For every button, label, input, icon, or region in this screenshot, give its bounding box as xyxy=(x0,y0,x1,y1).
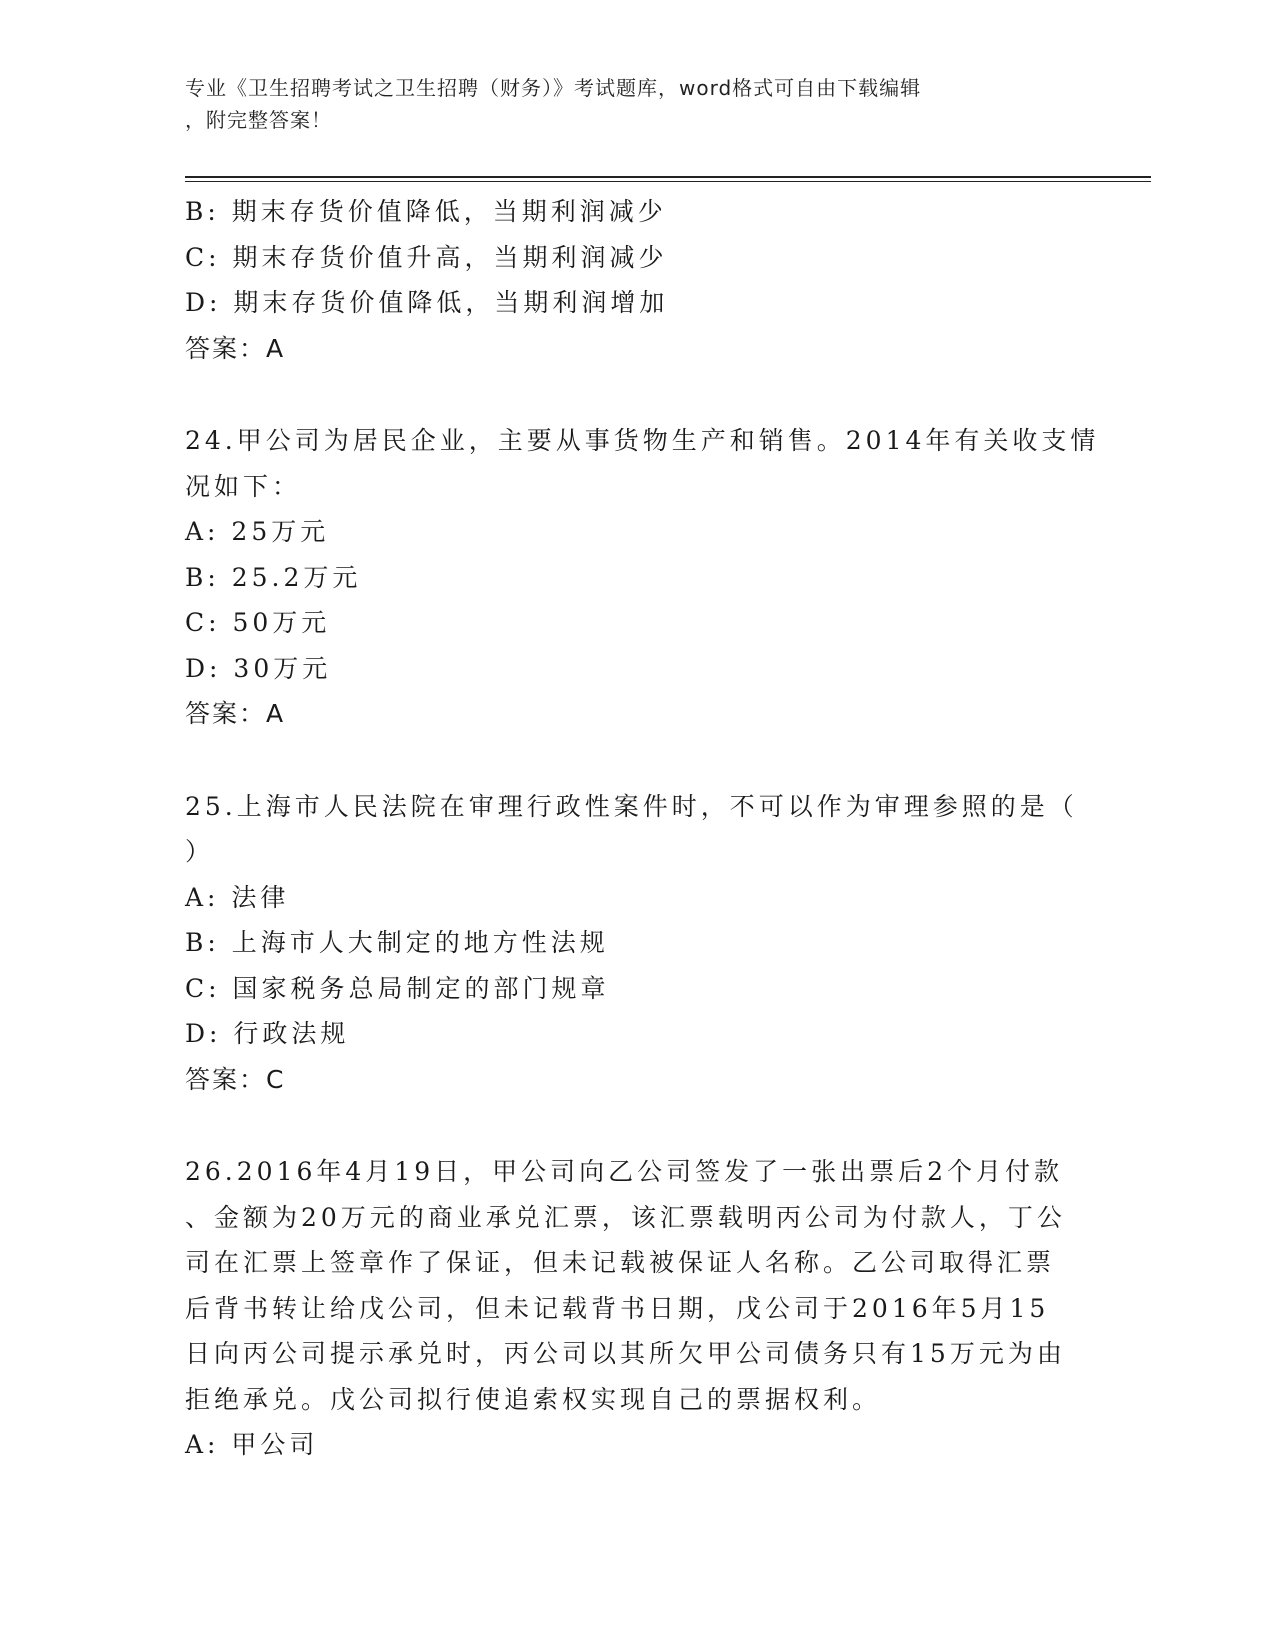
option-d: D: 行政法规 xyxy=(185,1019,350,1048)
option-a: A: 25万元 xyxy=(185,517,330,546)
spacer xyxy=(185,737,1085,784)
question-stem: 24.甲公司为居民企业，主要从事货物生产和销售。2014年有关收支情 xyxy=(185,426,1100,455)
header-line-1: 专业《卫生招聘考试之卫生招聘（财务）》考试题库，word格式可自由下载编辑 xyxy=(185,76,922,100)
question-23 xyxy=(185,189,1085,371)
question-25 xyxy=(185,784,1085,1103)
question-stem: 25.上海市人民法院在审理行政性案件时，不可以作为审理参照的是（ xyxy=(185,791,1078,821)
option-a: A: 甲公司 xyxy=(185,1430,319,1459)
option-d: D: 期末存货价值降低，当期利润增加 xyxy=(185,288,669,317)
question-stem: 后背书转让给戊公司，但未记载背书日期，戊公司于2016年5月15 xyxy=(185,1293,1050,1323)
question-stem: 26.2016年4月19日，甲公司向乙公司签发了一张出票后2个月付款 xyxy=(185,1157,1064,1186)
document-header xyxy=(185,72,1065,136)
header-line-2: ，附完整答案！ xyxy=(185,108,332,132)
answer: 答案：C xyxy=(185,1064,286,1094)
option-c: C: 国家税务总局制定的部门规章 xyxy=(185,973,610,1003)
option-c: C: 期末存货价值升高，当期利润减少 xyxy=(185,242,668,272)
spacer xyxy=(185,371,1085,418)
option-d: D: 30万元 xyxy=(185,653,332,683)
question-stem: 司在汇票上签章作了保证，但未记载被保证人名称。乙公司取得汇票 xyxy=(185,1248,1056,1277)
answer: 答案：A xyxy=(185,333,286,363)
option-b: B: 上海市人大制定的地方性法规 xyxy=(185,928,609,957)
spacer xyxy=(185,1102,1085,1149)
header-divider-thick xyxy=(185,176,1151,178)
option-a: A: 法律 xyxy=(185,882,290,912)
question-26 xyxy=(185,1149,1085,1468)
question-stem: 日向丙公司提示承兑时，丙公司以其所欠甲公司债务只有15万元为由 xyxy=(185,1339,1066,1368)
question-stem: 、金额为20万元的商业承兑汇票，该汇票载明丙公司为付款人，丁公 xyxy=(185,1202,1066,1232)
option-b: B: 期末存货价值降低，当期利润减少 xyxy=(185,197,667,226)
option-b: B: 25.2万元 xyxy=(185,562,362,592)
question-stem: 拒绝承兑。戊公司拟行使追索权实现自己的票据权利。 xyxy=(185,1384,882,1414)
option-c: C: 50万元 xyxy=(185,608,331,637)
answer: 答案：A xyxy=(185,699,286,728)
question-content xyxy=(185,189,1100,1468)
header-divider-thin xyxy=(185,181,1151,182)
question-24 xyxy=(185,418,1100,737)
question-stem: ） xyxy=(185,837,215,866)
question-stem: 况如下： xyxy=(185,471,302,501)
